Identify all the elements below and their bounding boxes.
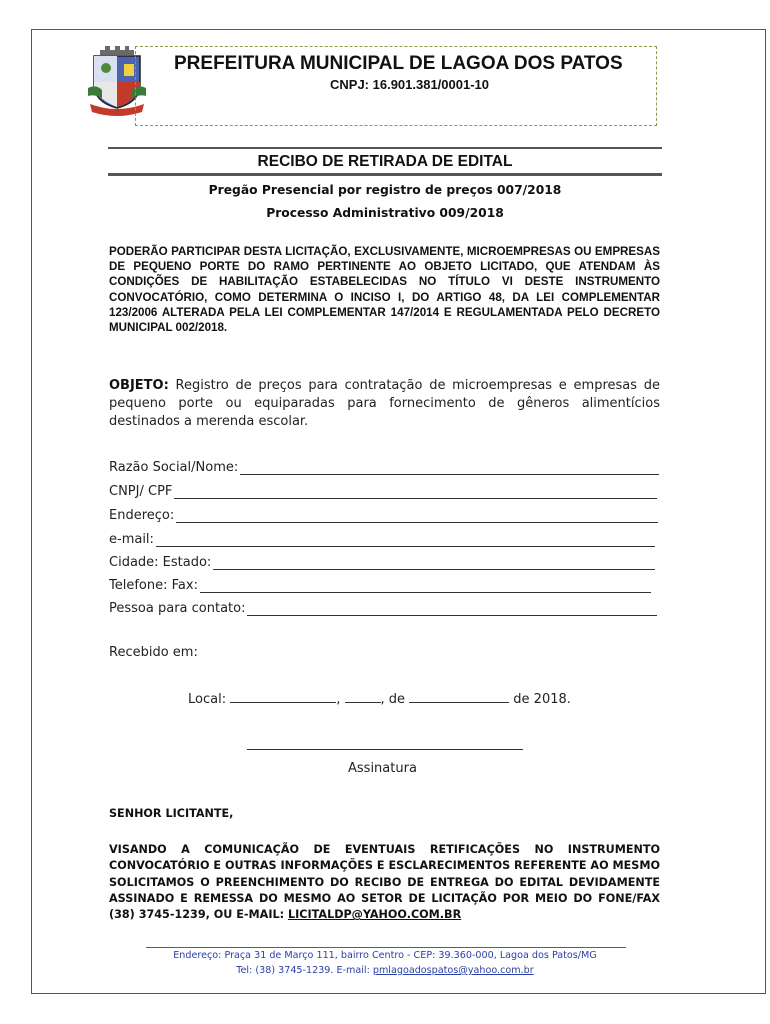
- local-label: Local:: [188, 692, 227, 707]
- field-line[interactable]: [240, 461, 659, 475]
- local-blank[interactable]: [230, 690, 336, 703]
- field-pessoa-contato[interactable]: [109, 598, 657, 616]
- field-endereco[interactable]: [109, 505, 658, 523]
- field-label: Telefone: Fax:: [109, 578, 198, 593]
- field-line[interactable]: [156, 533, 655, 547]
- title-top-rule: [108, 147, 662, 149]
- field-label: Pessoa para contato:: [109, 601, 246, 616]
- field-cidade-estado[interactable]: [109, 552, 655, 570]
- local-year: de 2018.: [513, 692, 571, 707]
- field-line[interactable]: [200, 579, 651, 593]
- subtitle-processo: Processo Administrativo 009/2018: [266, 206, 504, 220]
- title-bottom-rule: [108, 173, 662, 176]
- field-line[interactable]: [213, 556, 655, 570]
- local-de: , de: [380, 692, 406, 707]
- day-blank[interactable]: [345, 690, 381, 703]
- signature-line[interactable]: [247, 749, 523, 750]
- local-date-line: [188, 690, 571, 707]
- footer-contact: [108, 965, 662, 976]
- field-label: Cidade: Estado:: [109, 555, 212, 570]
- footer-rule: [146, 947, 626, 948]
- notice-email-link[interactable]: LICITALDP@YAHOO.COM.BR: [287, 908, 462, 922]
- field-label: Razão Social/Nome:: [109, 460, 239, 475]
- objeto-text: Registro de preços para contratação de microempresas e empresas de pequeno porte ou equiparadas para fornecimento de gêneros alimentícios destinados a merenda escolar.: [109, 378, 660, 429]
- field-label: CNPJ/ CPF: [109, 484, 173, 499]
- recebido-em: Recebido em:: [109, 645, 198, 660]
- footer-tel: Tel: (38) 3745-1239. E-mail:: [236, 965, 373, 976]
- month-blank[interactable]: [409, 690, 509, 703]
- eligibility-notice: PODERÃO PARTICIPAR DESTA LICITAÇÃO, EXCLUSIVAMENTE, MICROEMPRESAS OU EMPRESAS DE PEQUENO PORTE DO RAMO PERTINENTE AO OBJETO LICITADO, QUE ATENDAM ÀS CONDIÇÕES DE HABILITAÇÃO ESTABELECIDAS NO TÍTULO VI DESTE INSTRUMENTO CONVOCATÓRIO, COMO DETERMINA O INCISO I, DO ARTIGO 48, DA LEI COMPLEMENTAR 123/2006 ALTERADA PELA LEI COMPLEMENTAR 147/2014 E REGULAMENTADA PELO DECRETO MUNICIPAL 002/2018.: [109, 245, 660, 335]
- footer-email-link[interactable]: pmlagoadospatos@yahoo.com.br: [372, 965, 534, 976]
- field-line[interactable]: [176, 509, 658, 523]
- field-cnpj-cpf[interactable]: [109, 481, 657, 499]
- notice-paragraph: [109, 842, 660, 923]
- field-label: Endereço:: [109, 508, 175, 523]
- objeto-paragraph: [109, 377, 660, 431]
- senhor-licitante: SENHOR LICITANTE,: [109, 807, 234, 820]
- subtitle-pregao: Pregão Presencial por registro de preços 007/2018: [208, 183, 562, 197]
- field-line[interactable]: [247, 602, 657, 616]
- notice-text: VISANDO A COMUNICAÇÃO DE EVENTUAIS RETIFICAÇÕES NO INSTRUMENTO CONVOCATÓRIO E OUTRAS INFORMAÇÕES E ESCLARECIMENTOS REFERENTE AO MESMO SOLICITAMOS O PREENCHIMENTO DO RECIBO DE ENTREGA DO EDITAL DEVIDAMENTE ASSINADO E REMESSA DO MESMO AO SETOR DE LICITAÇÃO POR MEIO DO FONE/FAX (38) 3745-1239, OU E-MAIL:: [109, 843, 660, 922]
- signature-caption: Assinatura: [348, 761, 417, 776]
- field-email[interactable]: [109, 529, 655, 547]
- field-telefone-fax[interactable]: [109, 575, 651, 593]
- footer-address: Endereço: Praça 31 de Março 111, bairro Centro - CEP: 39.360-000, Lagoa dos Patos/MG: [173, 950, 597, 961]
- objeto-label: OBJETO:: [109, 378, 169, 393]
- document-title: RECIBO DE RETIRADA DE EDITAL: [257, 153, 513, 170]
- org-cnpj: CNPJ: 16.901.381/0001-10: [330, 77, 490, 92]
- org-name: PREFEITURA MUNICIPAL DE LAGOA DOS PATOS: [174, 53, 623, 74]
- local-comma: ,: [336, 692, 341, 707]
- field-line[interactable]: [174, 485, 657, 499]
- field-razao-social[interactable]: [109, 457, 659, 475]
- field-label: e-mail:: [109, 532, 154, 547]
